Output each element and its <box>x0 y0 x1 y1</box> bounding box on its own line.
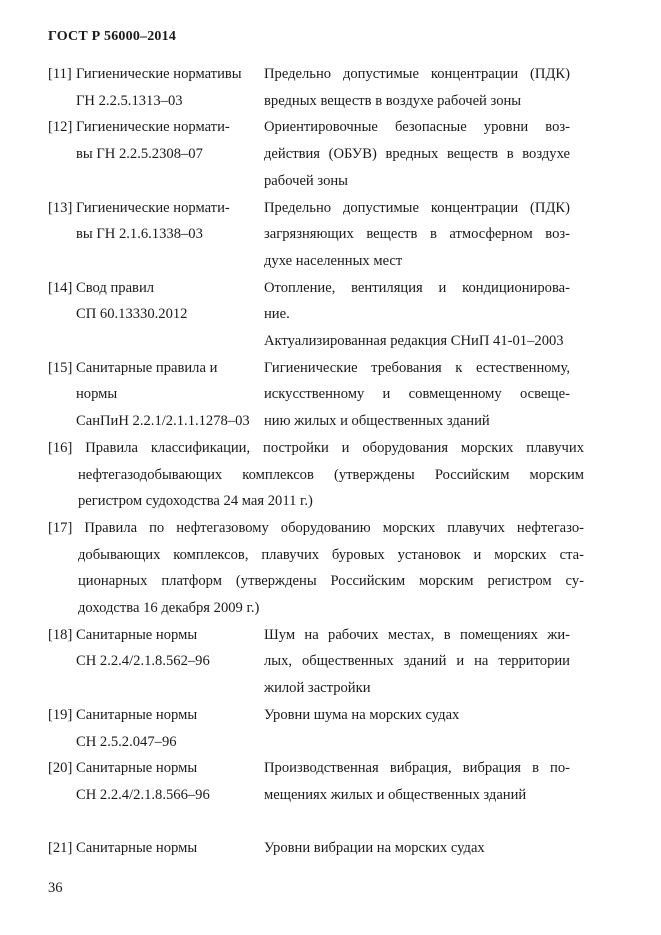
reference-title-line: нию жилых и общественных зданий <box>264 413 490 430</box>
reference-number: [15] <box>48 359 73 376</box>
reference-title-line: Актуализированная редакция СНиП 41-01–2003 <box>264 333 564 350</box>
reference-title-line: Уровни шума на морских судах <box>264 706 460 723</box>
reference-title-line: Уровни вибрации на морских судах <box>264 840 485 857</box>
reference-document-line: Гигиенические нормати- <box>76 199 230 216</box>
reference-title <box>264 702 570 755</box>
reference-item <box>0 355 661 435</box>
reference-item <box>0 515 661 622</box>
reference-number: [13] <box>48 199 73 216</box>
reference-item <box>0 835 661 862</box>
reference-document-line: Гигиенические нормативы <box>76 66 242 82</box>
reference-document <box>76 114 264 194</box>
reference-document-line: Санитарные нормы <box>76 840 198 857</box>
reference-number: [14] <box>48 279 73 296</box>
reference-title-line: Предельно допустимые концентрации (ПДК) <box>264 199 570 216</box>
reference-number: [21] <box>48 840 73 857</box>
reference-title-line: лых, общественных зданий и на территории <box>264 653 570 670</box>
reference-title-line: действия (ОБУВ) вредных веществ в воздухе <box>264 146 570 163</box>
reference-title-line: мещениях жилых и общественных зданий <box>264 786 527 803</box>
reference-item <box>0 61 661 114</box>
reference-item <box>0 275 661 355</box>
reference-document-line: Санитарные нормы <box>76 760 198 777</box>
reference-number: [16] <box>48 439 73 456</box>
reference-document-line: вы ГН 2.2.5.2308–07 <box>76 146 203 163</box>
reference-document <box>76 622 264 702</box>
reference-item <box>0 702 661 755</box>
reference-title-line: Отопление, вентиляция и кондиционирова- <box>264 279 570 296</box>
reference-text <box>48 515 584 622</box>
reference-title-line: Ориентировочные безопасные уровни воз- <box>264 119 570 136</box>
reference-list <box>0 61 661 862</box>
reference-title <box>264 195 570 275</box>
reference-line: ционарных платформ (утверждены Российским морским регистром су- <box>78 573 584 590</box>
reference-title-line: Предельно допустимые концентрации (ПДК) <box>264 66 570 82</box>
reference-document <box>76 355 264 435</box>
reference-document-line: СН 2.2.4/2.1.8.562–96 <box>76 653 210 670</box>
reference-line: регистром судоходства 24 мая 2011 г.) <box>78 493 313 510</box>
reference-title-line: искусственному и совмещенному освеще- <box>264 386 570 403</box>
reference-title-line: загрязняющих веществ в атмосферном воз- <box>264 226 570 243</box>
reference-title-line: вредных веществ в воздухе рабочей зоны <box>264 92 522 109</box>
reference-document <box>76 835 264 862</box>
document-header: ГОСТ Р 56000–2014 <box>48 29 177 44</box>
reference-line: нефтегазодобывающих комплексов (утверждены Российским морским <box>78 466 584 483</box>
reference-document-line: СН 2.2.4/2.1.8.566–96 <box>76 786 210 803</box>
reference-title-line: Гигиенические требования к естественному, <box>264 359 570 376</box>
reference-document-line: Свод правил <box>76 279 155 296</box>
reference-title-line: рабочей зоны <box>264 172 348 189</box>
reference-document-line: СП 60.13330.2012 <box>76 306 188 323</box>
reference-title-line: ние. <box>264 306 290 323</box>
reference-document-line: нормы <box>76 386 118 403</box>
reference-item <box>0 195 661 275</box>
reference-document <box>76 275 264 355</box>
reference-number: [18] <box>48 626 73 643</box>
reference-title-line: духе населенных мест <box>264 252 403 269</box>
reference-title <box>264 61 570 114</box>
reference-text <box>48 435 584 515</box>
reference-document <box>76 755 264 808</box>
reference-item <box>0 622 661 702</box>
reference-document-line: Санитарные нормы <box>76 626 198 643</box>
reference-number: [19] <box>48 706 73 723</box>
reference-line: Правила классификации, постройки и оборудования морских плавучих <box>85 439 585 456</box>
reference-title <box>264 355 570 435</box>
reference-document-line: Санитарные нормы <box>76 706 198 723</box>
reference-item <box>0 435 661 515</box>
reference-title <box>264 622 570 702</box>
reference-document <box>76 195 264 275</box>
reference-number: [20] <box>48 760 73 777</box>
reference-document-line: Гигиенические нормати- <box>76 119 230 136</box>
reference-title <box>264 835 570 862</box>
reference-title <box>264 275 570 355</box>
reference-document-line: вы ГН 2.1.6.1338–03 <box>76 226 203 243</box>
reference-document-line: СН 2.5.2.047–96 <box>76 733 177 750</box>
reference-line: Правила по нефтегазовому оборудованию морских плавучих нефтегазо- <box>84 519 584 536</box>
reference-document-line: ГН 2.2.5.1313–03 <box>76 92 183 109</box>
reference-title-line: жилой застройки <box>264 680 371 697</box>
reference-number: [12] <box>48 119 73 136</box>
reference-number: [11] <box>48 66 72 82</box>
reference-document <box>76 61 264 114</box>
reference-title-line: Шум на рабочих местах, в помещениях жи- <box>264 626 570 643</box>
reference-document-line: Санитарные правила и <box>76 359 218 376</box>
reference-line: добывающих комплексов, плавучих буровых установок и морских ста- <box>78 546 584 563</box>
reference-item <box>0 755 661 808</box>
reference-line: доходства 16 декабря 2009 г.) <box>78 600 260 617</box>
reference-title-line: Производственная вибрация, вибрация в по- <box>264 760 570 777</box>
page-number: 36 <box>48 880 63 896</box>
reference-number: [17] <box>48 519 73 536</box>
reference-title <box>264 114 570 194</box>
reference-document-line: СанПиН 2.2.1/2.1.1.1278–03 <box>76 413 250 430</box>
reference-title <box>264 755 570 808</box>
reference-document <box>76 702 264 755</box>
reference-item <box>0 114 661 194</box>
